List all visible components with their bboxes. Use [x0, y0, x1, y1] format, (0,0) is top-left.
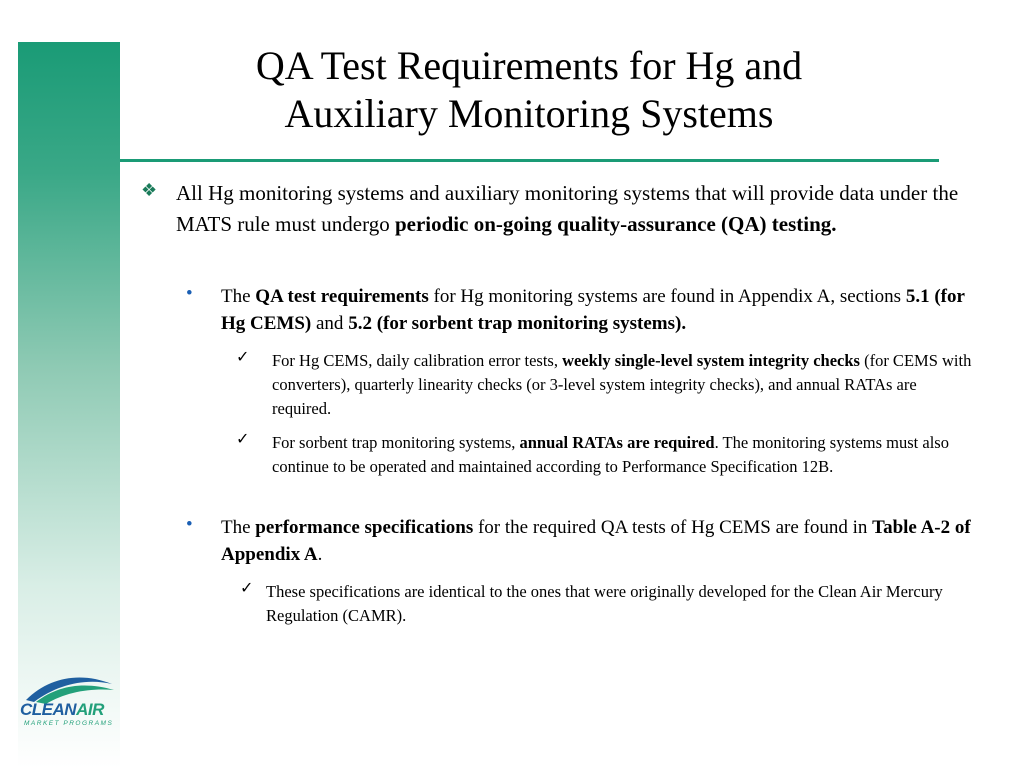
check-camr: These specifications are identical to the ones that were originally developed for the Clean Air Mercury Regulation (CAMR).: [266, 582, 943, 625]
check-sorbent-trap: For sorbent trap monitoring systems, annual RATAs are required. The monitoring systems must also continue to be operated and maintained according to Performance Specification 12B.: [272, 433, 949, 476]
dot-bullet-icon: •: [186, 514, 193, 535]
bullet-performance-specs: The performance specifications for the required QA tests of Hg CEMS are found in Table A-2 of Appendix A.: [221, 517, 971, 565]
checkmark-icon: ✓: [240, 580, 254, 597]
green-gradient-sidebar: [18, 42, 120, 768]
title-divider: [120, 159, 939, 162]
title-line-2: Auxiliary Monitoring Systems: [284, 91, 774, 136]
title-line-1: QA Test Requirements for Hg and: [255, 43, 803, 88]
clean-air-logo: [20, 670, 118, 730]
logo-tagline: MARKET PROGRAMS: [24, 720, 114, 727]
logo-wordmark: CLEANAIR: [20, 700, 104, 719]
bullet-qa-requirements: The QA test requirements for Hg monitoring systems are found in Appendix A, sections 5.1 (for Hg CEMS) and 5.2 (for sorbent trap monitoring systems).: [221, 286, 965, 334]
checkmark-icon: ✓: [236, 431, 250, 448]
dot-bullet-icon: •: [186, 283, 193, 304]
check-hg-cems: For Hg CEMS, daily calibration error tests, weekly single-level system integrity checks (for CEMS with converters), quarterly linearity checks (or 3-level system integrity checks), and annual RATAs are required.: [272, 351, 972, 418]
bullet-qa-testing: All Hg monitoring systems and auxiliary monitoring systems that will provide data under the MATS rule must undergo periodic on-going quality-assurance (QA) testing.: [176, 181, 959, 236]
checkmark-icon: ✓: [236, 349, 250, 366]
wave-logo-icon: [20, 670, 118, 704]
slide-title: [120, 42, 938, 138]
diamond-bullet-icon: ❖: [141, 180, 158, 200]
